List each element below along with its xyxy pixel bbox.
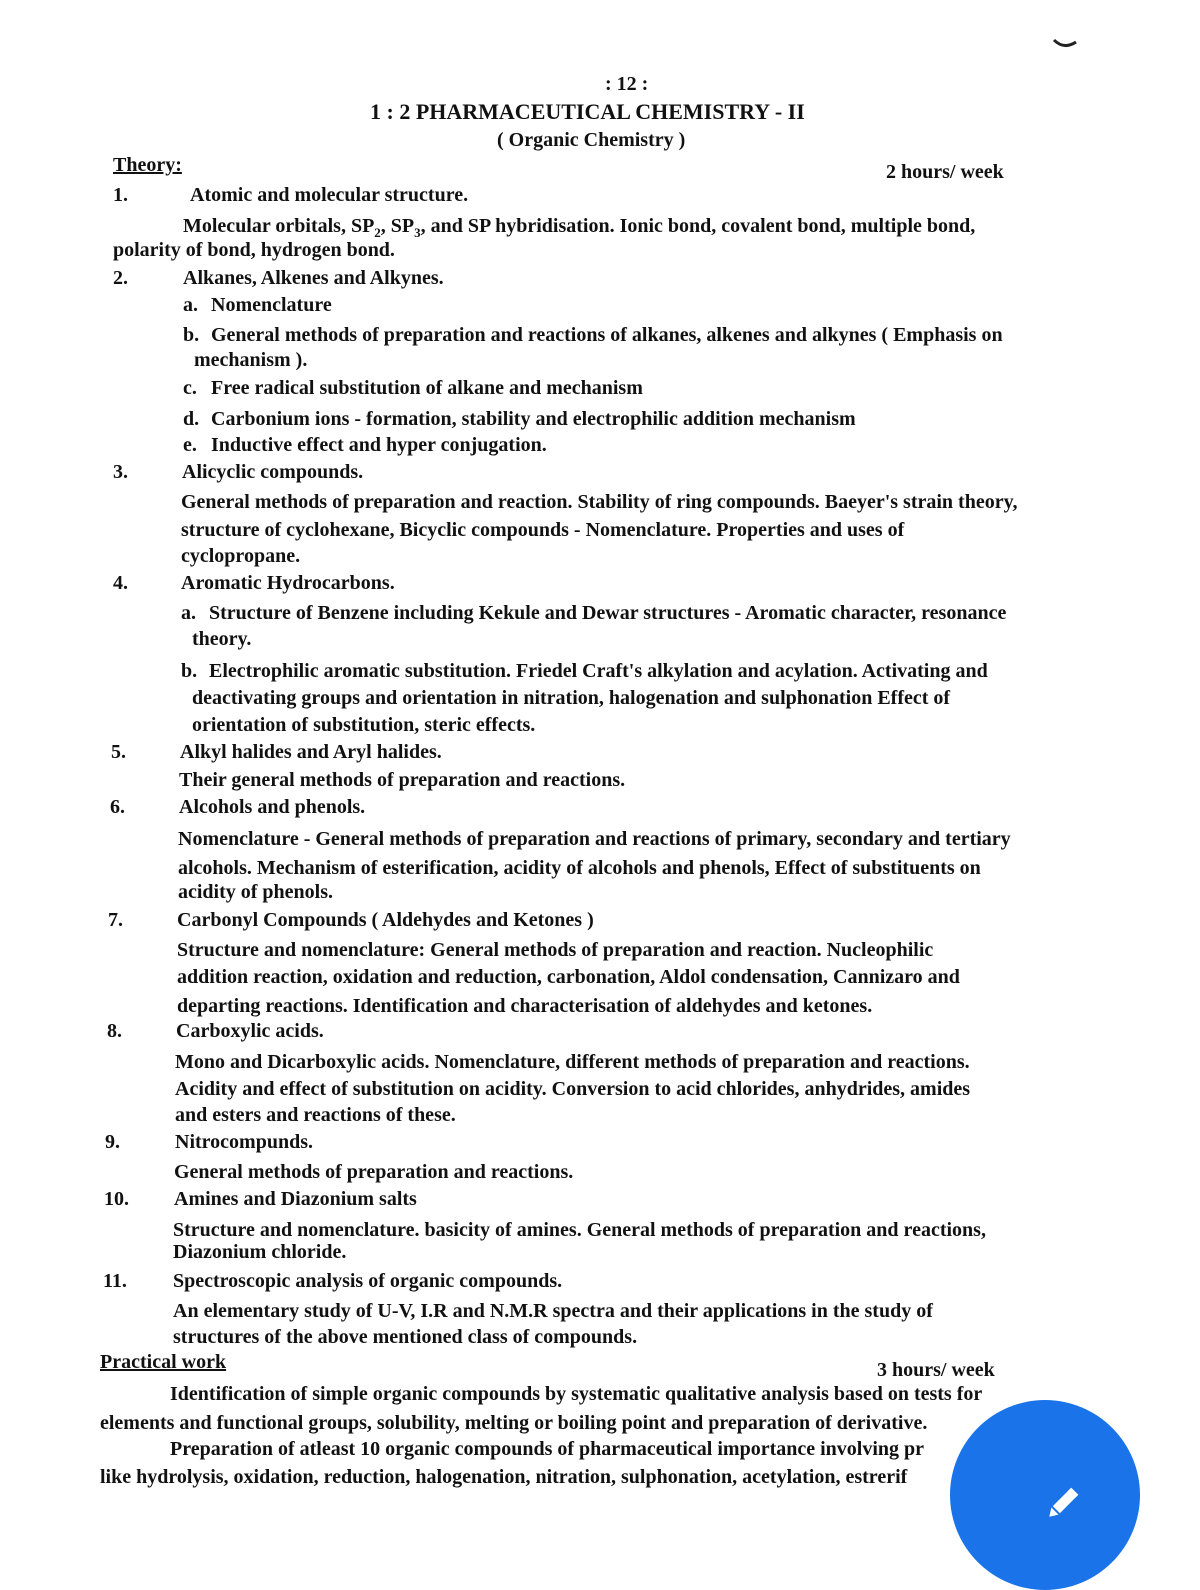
sub-line: mechanism ). xyxy=(194,349,308,371)
item-line: Mono and Dicarboxylic acids. Nomenclature, different methods of preparation and reactions. xyxy=(175,1051,970,1073)
item-heading: Nitrocompunds. xyxy=(175,1131,313,1153)
sub-line: deactivating groups and orientation in nitration, halogenation and sulphonation Effect of xyxy=(192,687,951,709)
item-heading: Alicyclic compounds. xyxy=(182,461,364,483)
sub-letter: b. xyxy=(181,660,198,682)
item-heading: Spectroscopic analysis of organic compounds. xyxy=(173,1270,563,1292)
item-line: structures of the above mentioned class of compounds. xyxy=(173,1326,638,1348)
practical-label: Practical work xyxy=(100,1351,227,1373)
item-heading: Carbonyl Compounds ( Aldehydes and Ketones ) xyxy=(177,909,594,931)
theory-hours: 2 hours/ week xyxy=(886,161,1004,183)
sub-letter: a. xyxy=(183,294,198,316)
item-heading: Amines and Diazonium salts xyxy=(174,1188,417,1210)
practical-line: elements and functional groups, solubility, melting or boiling point and preparation of derivative. xyxy=(100,1412,928,1434)
item-number: 8. xyxy=(107,1020,122,1042)
item-line: cyclopropane. xyxy=(181,545,301,567)
item-number: 1. xyxy=(113,184,128,206)
item-line: An elementary study of U-V, I.R and N.M.R spectra and their applications in the study of xyxy=(173,1300,933,1322)
practical-hours: 3 hours/ week xyxy=(877,1359,995,1381)
item-line: General methods of preparation and reaction. Stability of ring compounds. Baeyer's strain theory, xyxy=(181,491,1018,513)
page-title: 1 : 2 PHARMACEUTICAL CHEMISTRY - II xyxy=(370,99,805,124)
sub-line: Inductive effect and hyper conjugation. xyxy=(211,434,547,456)
item-heading: Alcohols and phenols. xyxy=(179,796,366,818)
sub-letter: a. xyxy=(181,602,196,624)
practical-line: like hydrolysis, oxidation, reduction, halogenation, nitration, sulphonation, acetylation, estrerif xyxy=(100,1466,908,1488)
item-line: Acidity and effect of substitution on acidity. Conversion to acid chlorides, anhydrides, amides xyxy=(175,1078,971,1100)
sub-letter: e. xyxy=(183,434,197,456)
item-line: alcohols. Mechanism of esterification, acidity of alcohols and phenols, Effect of substituents on xyxy=(178,857,981,879)
item-number: 11. xyxy=(103,1270,127,1292)
item-line: and esters and reactions of these. xyxy=(175,1104,456,1126)
item-line: Structure and nomenclature: General methods of preparation and reaction. Nucleophilic xyxy=(177,939,934,961)
item-number: 2. xyxy=(113,267,128,289)
page-number: : 12 : xyxy=(605,73,649,95)
pencil-icon xyxy=(1042,1484,1082,1524)
item-line: Nomenclature - General methods of preparation and reactions of primary, secondary and tertiary xyxy=(178,828,1011,850)
sub-line: Nomenclature xyxy=(211,294,332,316)
item-line: structure of cyclohexane, Bicyclic compounds - Nomenclature. Properties and uses of xyxy=(181,519,905,541)
item-number: 10. xyxy=(104,1188,129,1210)
item-number: 4. xyxy=(113,572,128,594)
item-line: Diazonium chloride. xyxy=(173,1241,347,1263)
sub-line: Carbonium ions - formation, stability and electrophilic addition mechanism xyxy=(211,408,856,430)
item-number: 9. xyxy=(105,1131,120,1153)
item-line: addition reaction, oxidation and reduction, carbonation, Aldol condensation, Cannizaro and xyxy=(177,966,960,988)
sub-line: General methods of preparation and reactions of alkanes, alkenes and alkynes ( Emphasis on xyxy=(211,324,1003,346)
sub-line: Electrophilic aromatic substitution. Friedel Craft's alkylation and acylation. Activating and xyxy=(209,660,988,682)
item-number: 7. xyxy=(108,909,123,931)
edit-fab-button[interactable] xyxy=(950,1400,1140,1590)
item-line: polarity of bond, hydrogen bond. xyxy=(113,239,395,261)
sub-letter: d. xyxy=(183,408,200,430)
sub-line: Free radical substitution of alkane and mechanism xyxy=(211,377,643,399)
sub-line: Structure of Benzene including Kekule and Dewar structures - Aromatic character, resonance xyxy=(209,602,1007,624)
corner-mark-icon xyxy=(1052,36,1078,50)
practical-line: Identification of simple organic compounds by systematic qualitative analysis based on tests for xyxy=(170,1383,983,1405)
item-line: General methods of preparation and reactions. xyxy=(174,1161,574,1183)
page-subtitle: ( Organic Chemistry ) xyxy=(497,129,686,151)
item-line: Their general methods of preparation and reactions. xyxy=(179,769,626,791)
sub-letter: c. xyxy=(183,377,197,399)
item-number: 3. xyxy=(113,461,128,483)
sub-line: orientation of substitution, steric effects. xyxy=(192,714,536,736)
item-number: 5. xyxy=(111,741,126,763)
sub-letter: b. xyxy=(183,324,200,346)
item-heading: Atomic and molecular structure. xyxy=(190,184,469,206)
item-heading: Aromatic Hydrocarbons. xyxy=(181,572,395,594)
theory-label: Theory: xyxy=(113,154,182,176)
item-line: acidity of phenols. xyxy=(178,881,334,903)
item-heading: Alkyl halides and Aryl halides. xyxy=(180,741,442,763)
item-heading: Alkanes, Alkenes and Alkynes. xyxy=(183,267,444,289)
item-line: Molecular orbitals, $SP_2$, $SP_3$, and SP hybridisation. Ionic bond, covalent bond, multiple bond, xyxy=(183,215,976,240)
practical-line: Preparation of atleast 10 organic compounds of pharmaceutical importance involving pr xyxy=(170,1438,925,1460)
sub-line: theory. xyxy=(192,628,252,650)
item-number: 6. xyxy=(110,796,125,818)
item-line: Structure and nomenclature. basicity of amines. General methods of preparation and reactions, xyxy=(173,1219,986,1241)
item-line: departing reactions. Identification and characterisation of aldehydes and ketones. xyxy=(177,995,873,1017)
item-heading: Carboxylic acids. xyxy=(176,1020,324,1042)
